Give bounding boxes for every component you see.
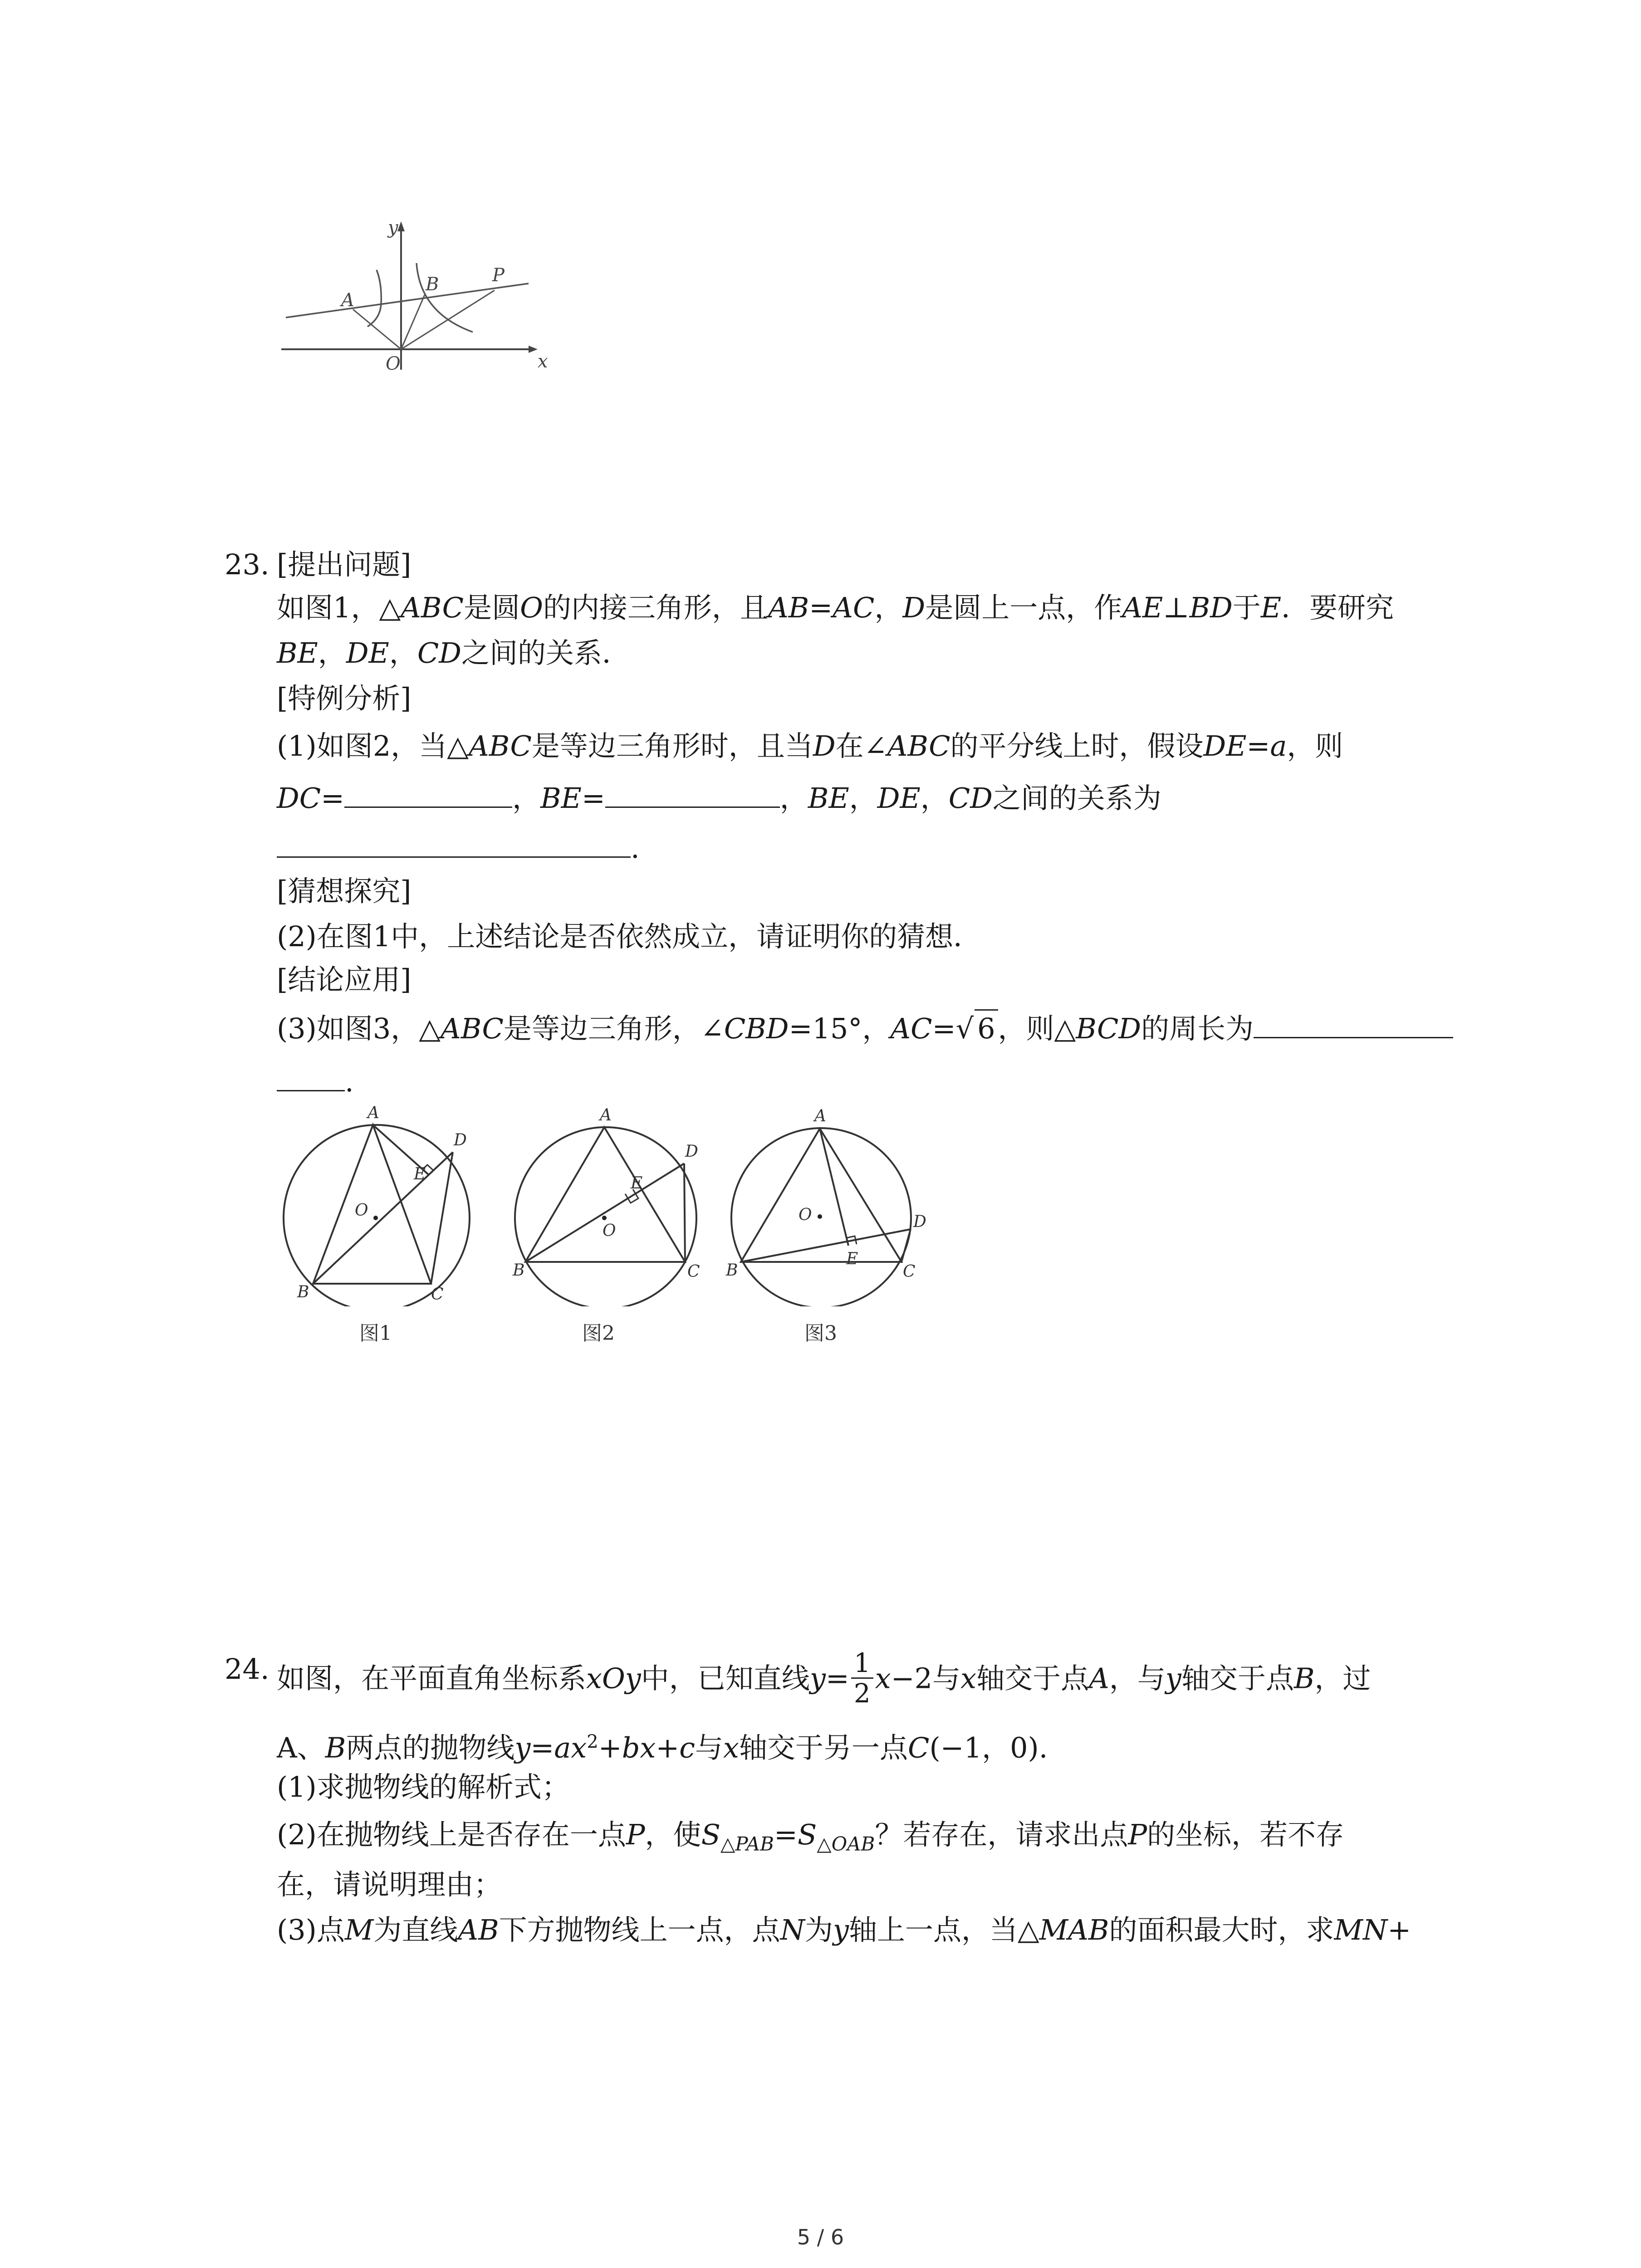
fig3-label-e: E <box>846 1250 858 1268</box>
label-origin: O <box>386 353 401 374</box>
segment-ae <box>820 1129 848 1246</box>
answer-blank-perimeter[interactable] <box>1254 1013 1453 1038</box>
q23-heading-apply: [结论应用] <box>277 963 411 996</box>
page-number: 5 / 6 <box>797 2225 844 2249</box>
fig3-label-c: C <box>903 1262 916 1281</box>
fig3-label-o: O <box>798 1206 812 1224</box>
fig1-label-c: C <box>431 1285 444 1304</box>
q24-part3-line1: (3)点M为直线AB下方抛物线上一点，点N为y轴上一点，当△MAB的面积最大时，求MN+ <box>277 1913 1411 1946</box>
q24-part1: (1)求抛物线的解析式； <box>277 1770 570 1804</box>
q23-statement-line2: BE，DE，CD之间的关系． <box>277 636 630 670</box>
x-axis-arrow <box>529 346 538 353</box>
q24-part2-line2: 在，请说明理由； <box>277 1868 502 1901</box>
center-dot <box>818 1214 822 1219</box>
figure-2-caption: 图2 <box>582 1322 615 1345</box>
answer-blank-dc[interactable] <box>344 783 512 808</box>
y-axis-arrow <box>397 221 405 231</box>
q23-heading-raise: [提出问题] <box>277 548 411 581</box>
coordinate-graph <box>272 213 554 376</box>
label-y: y <box>388 217 398 238</box>
triangle-abc <box>313 1125 431 1284</box>
fig1-label-o: O <box>355 1201 368 1220</box>
fig3-label-b: B <box>726 1261 738 1280</box>
curve-left <box>367 270 381 327</box>
segment-bd <box>525 1163 684 1262</box>
question-23-number: 23. <box>225 548 269 581</box>
q24-line1: 如图，在平面直角坐标系xOy中，已知直线y= $\frac{1}{2}$ x−2与x轴交于点A，与y轴交于点B，过 <box>277 1647 1371 1709</box>
q23-part1-line1: (1)如图2，当△ABC是等边三角形时，且当D在∠ABC的平分线上时，假设DE=a，则 <box>277 729 1343 763</box>
fig3-label-a: A <box>814 1107 826 1125</box>
fig1-label-d: D <box>454 1131 467 1149</box>
fig2-label-b: B <box>513 1261 525 1280</box>
figure-1-caption: 图1 <box>359 1322 392 1345</box>
segment-bd <box>313 1152 453 1284</box>
q23-part2: (2)在图1中，上述结论是否依然成立，请证明你的猜想． <box>277 920 982 953</box>
q24-part2-line1: (2)在抛物线上是否存在一点P，使$S_{\triangle PAB}=S_{\triangle OAB}$？若存在，请求出点P的坐标，若不存 <box>277 1818 1344 1855</box>
answer-blank-relation[interactable] <box>277 833 631 858</box>
line-ap <box>286 284 529 318</box>
fig1-label-b: B <box>297 1283 309 1301</box>
segment-dc <box>431 1152 453 1284</box>
answer-blank-be[interactable] <box>605 783 780 808</box>
label-b: B <box>426 274 439 295</box>
center-dot <box>602 1216 607 1220</box>
q23-part1-line2: DC= ，BE= ，BE，DE，CD之间的关系为 <box>277 782 1161 815</box>
label-a: A <box>341 290 354 311</box>
q23-part3-line1: (3)如图3，△ABC是等边三角形，∠CBD=15°，AC=√ 6，则△BCD的周长为 <box>277 1009 1453 1047</box>
label-p: P <box>492 265 505 286</box>
figure-1 <box>272 1098 481 1306</box>
segment-bd <box>741 1229 911 1262</box>
question-24-number: 24. <box>225 1652 269 1686</box>
fig2-label-c: C <box>687 1262 700 1281</box>
q23-part3-line2: . <box>277 1064 354 1100</box>
fraction-one-half: $\frac{1}{2}$ <box>851 1648 873 1708</box>
figure-2 <box>504 1098 712 1306</box>
segment-dc <box>684 1163 685 1262</box>
segment-oa <box>353 309 401 349</box>
fig1-label-a: A <box>367 1104 379 1122</box>
figure-3-caption: 图3 <box>804 1322 837 1345</box>
fig1-label-e: E <box>414 1165 426 1183</box>
fig2-label-d: D <box>685 1142 698 1161</box>
q23-part1-line3: . <box>277 830 640 866</box>
q24-line2: A、B两点的抛物线$y=ax^2+bx+c$与x轴交于另一点C(−1，0). <box>277 1731 1048 1765</box>
segment-dc <box>901 1229 911 1262</box>
sqrt-six: √ 6 <box>956 1009 998 1047</box>
center-dot <box>373 1216 378 1220</box>
fig2-label-a: A <box>600 1106 612 1124</box>
fig2-label-o: O <box>603 1222 616 1240</box>
fig2-label-e: E <box>631 1174 643 1193</box>
fig3-label-d: D <box>913 1212 926 1231</box>
answer-blank-perimeter-cont <box>277 1066 345 1091</box>
q23-heading-special: [特例分析] <box>277 682 411 715</box>
label-x: x <box>538 351 548 372</box>
figure-3 <box>719 1098 937 1306</box>
q23-heading-guess: [猜想探究] <box>277 875 411 908</box>
q23-statement-line1: 如图1，△ABC是圆O的内接三角形，且AB=AC，D是圆上一点，作AE⊥BD于E．要研究 <box>277 591 1394 624</box>
